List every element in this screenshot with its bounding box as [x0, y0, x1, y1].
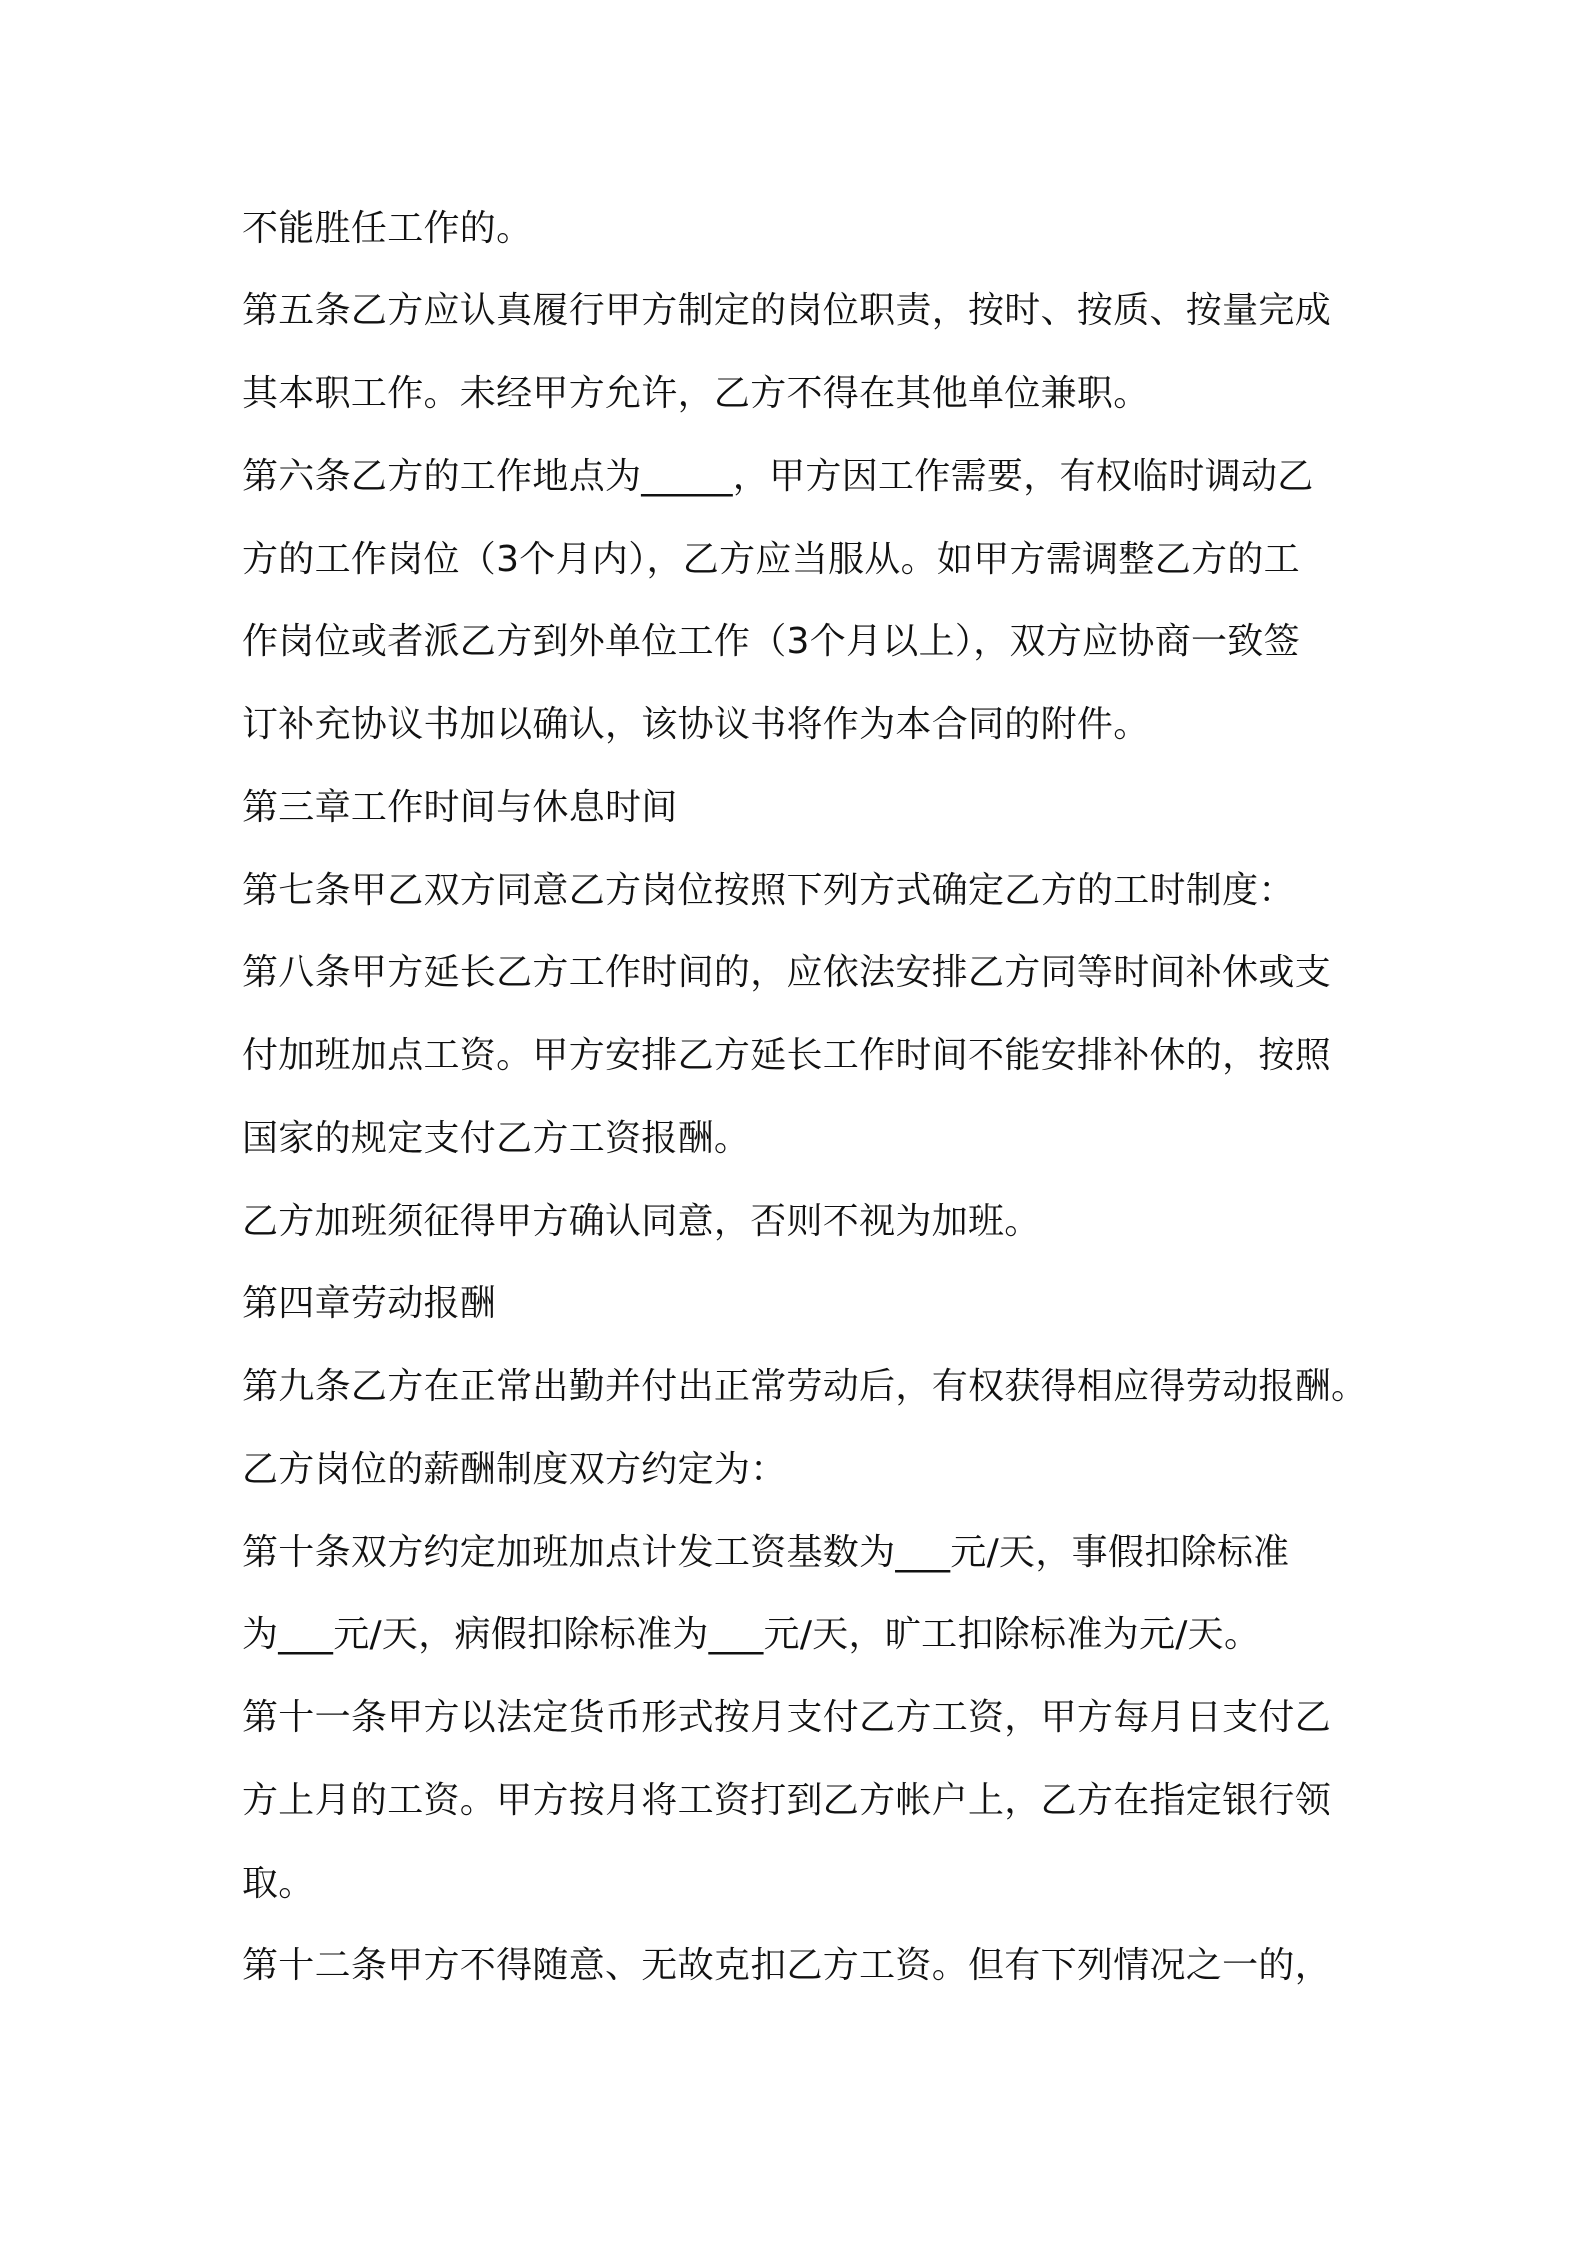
text-line: 第十一条甲方以法定货币形式按月支付乙方工资，甲方每月日支付乙 [242, 1697, 1332, 1738]
text-line: 作岗位或者派乙方到外单位工作（3个月以上），双方应协商一致签 [242, 621, 1300, 662]
text-line: 第八条甲方延长乙方工作时间的，应依法安排乙方同等时间补休或支 [242, 952, 1332, 993]
text-line: 其本职工作。未经甲方允许，乙方不得在其他单位兼职。 [242, 373, 1150, 414]
text-line: 第十二条甲方不得随意、无故克扣乙方工资。但有下列情况之一的， [242, 1945, 1332, 1986]
text-line: 订补充协议书加以确认，该协议书将作为本合同的附件。 [242, 704, 1150, 745]
text-line: 第七条甲乙双方同意乙方岗位按照下列方式确定乙方的工时制度： [242, 870, 1295, 911]
text-line: 付加班加点工资。甲方安排乙方延长工作时间不能安排补休的，按照 [242, 1035, 1332, 1076]
text-line: 不能胜任工作的。 [242, 208, 533, 249]
text-line: 第十条双方约定加班加点计发工资基数为___元/天，事假扣除标准 [242, 1532, 1290, 1573]
text-line: 乙方岗位的薪酬制度双方约定为： [242, 1449, 787, 1490]
text-line: 取。 [242, 1863, 315, 1904]
text-line: 第九条乙方在正常出勤并付出正常劳动后，有权获得相应得劳动报酬。 [242, 1366, 1368, 1407]
chapter-heading: 第四章劳动报酬 [242, 1283, 497, 1324]
text-line: 第六条乙方的工作地点为_____，甲方因工作需要，有权临时调动乙 [242, 456, 1314, 497]
text-line: 乙方加班须征得甲方确认同意，否则不视为加班。 [242, 1201, 1041, 1242]
text-line: 第五条乙方应认真履行甲方制定的岗位职责，按时、按质、按量完成 [242, 290, 1332, 331]
text-line: 国家的规定支付乙方工资报酬。 [242, 1118, 751, 1159]
text-line: 方上月的工资。甲方按月将工资打到乙方帐户上，乙方在指定银行领 [242, 1780, 1332, 1821]
text-line: 方的工作岗位（3个月内），乙方应当服从。如甲方需调整乙方的工 [242, 539, 1300, 580]
text-line: 为___元/天，病假扣除标准为___元/天，旷工扣除标准为元/天。 [242, 1614, 1261, 1655]
chapter-heading: 第三章工作时间与休息时间 [242, 787, 678, 828]
